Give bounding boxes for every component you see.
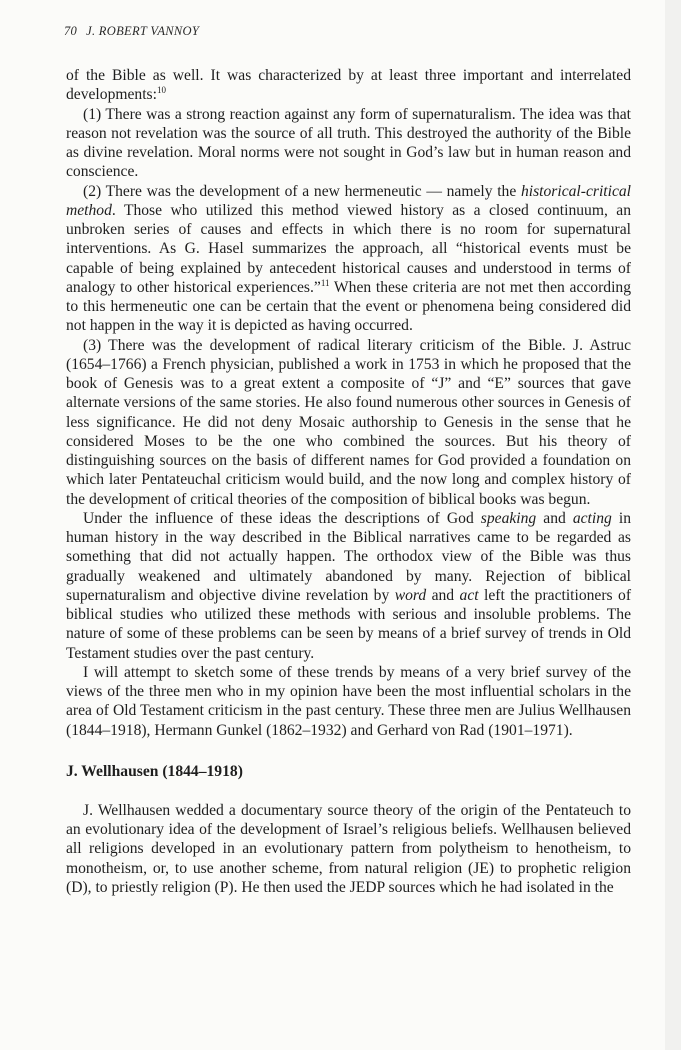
text-run: Under the influence of these ideas the descriptions of God <box>83 509 481 527</box>
text-run: of the Bible as well. It was characterized by at least three important and interrelated developments: <box>66 67 631 104</box>
italic-text: speaking <box>480 509 537 527</box>
text-run: (3) There was the development of radical literary criticism of the Bible. J. Astruc (1654–1766) a French physician, published a work in 1753 in which he proposed that the book of Genesis was to a great extent a composite of “J” and “E” sources that gave alternate versions of the same stories. He also found numerous other sources in Genesis of less significance. He did not deny Mosaic authorship to Genesis in the sense that he considered Moses to be the one who combined the sources. But his theory of distinguishing sources on the basis of different names for God provided a foundation on which later Pentateuchal criticism would build, and the now long and complex history of the development of critical theories of the composition of biblical books was begun. <box>66 336 631 508</box>
footnote-ref: 11 <box>320 277 330 288</box>
italic-text: word <box>394 586 427 604</box>
footnote-ref: 10 <box>156 85 166 96</box>
scan-edge-shadow <box>665 0 681 1050</box>
paragraph <box>66 801 631 897</box>
italic-text: acting <box>572 509 612 527</box>
text-run: When these criteria are not met then according to this hermeneutic one can be certain that the event or phenomena being considered did not happen in the way it is depicted as having occurred. <box>66 278 631 335</box>
paragraph <box>66 182 631 336</box>
italic-text: historical-critical method <box>66 182 631 219</box>
page-number: 70 <box>64 24 78 38</box>
intro-paragraphs <box>66 66 631 740</box>
body-text <box>66 66 631 897</box>
text-run: and <box>536 509 573 527</box>
text-run: (1) There was a strong reaction against any form of supernaturalism. The idea was that reason not revelation was the source of all truth. This destroyed the authority of the Bible as divine revelation. Moral norms were not sought in God’s law but in human reason and conscience. <box>66 105 631 181</box>
running-head <box>64 24 199 39</box>
section-paragraphs <box>66 801 631 897</box>
paragraph <box>66 663 631 740</box>
paragraph <box>66 509 631 663</box>
italic-text: act <box>459 586 479 604</box>
paragraph <box>66 105 631 182</box>
text-run: I will attempt to sketch some of these trends by means of a very brief survey of the views of the three men who in my opinion have been the most influential scholars in the area of Old Testament criticism in the past century. These three men are Julius Wellhausen (1844–1918), Hermann Gunkel (1862–1932) and Gerhard von Rad (1901–1971). <box>66 663 631 739</box>
text-run: . Those who utilized this method viewed history as a closed continuum, an unbroken series of causes and effects in which there is no room for supernatural interventions. As G. Hasel summarizes the approach, all “historical events must be capable of being explained by antecedent historical causes and understood in terms of analogy to other historical experiences.” <box>66 201 631 296</box>
text-run: left the practitioners of biblical studies who utilized these methods with serious and insoluble problems. The nature of some of these problems can be seen by means of a brief survey of trends in Old Testament studies over the past century. <box>66 586 632 662</box>
text-run: in human history in the way described in the Biblical narratives came to be regarded as something that did not actually happen. The orthodox view of the Bible was thus gradually weakened and ultimately abandoned by many. Rejection of biblical supernaturalism and objective divine revelation by <box>66 509 632 604</box>
paragraph <box>66 336 631 509</box>
section-heading: J. Wellhausen (1844–1918) <box>66 762 243 780</box>
text-run: and <box>426 586 460 604</box>
text-run: (2) There was the development of a new hermeneutic — namely the <box>83 182 521 200</box>
author-name: J. ROBERT VANNOY <box>86 24 200 38</box>
paragraph <box>66 66 631 105</box>
text-run: J. Wellhausen wedded a documentary source theory of the origin of the Pentateuch to an evolutionary idea of the development of Israel’s religious beliefs. Wellhausen believed all religions developed in an evolutionary pattern from polytheism to henotheism, to monotheism, or, to use another scheme, from natural religion (JE) to prophetic religion (D), to priestly religion (P). He then used the JEDP sources which he had isolated in the <box>66 801 631 896</box>
